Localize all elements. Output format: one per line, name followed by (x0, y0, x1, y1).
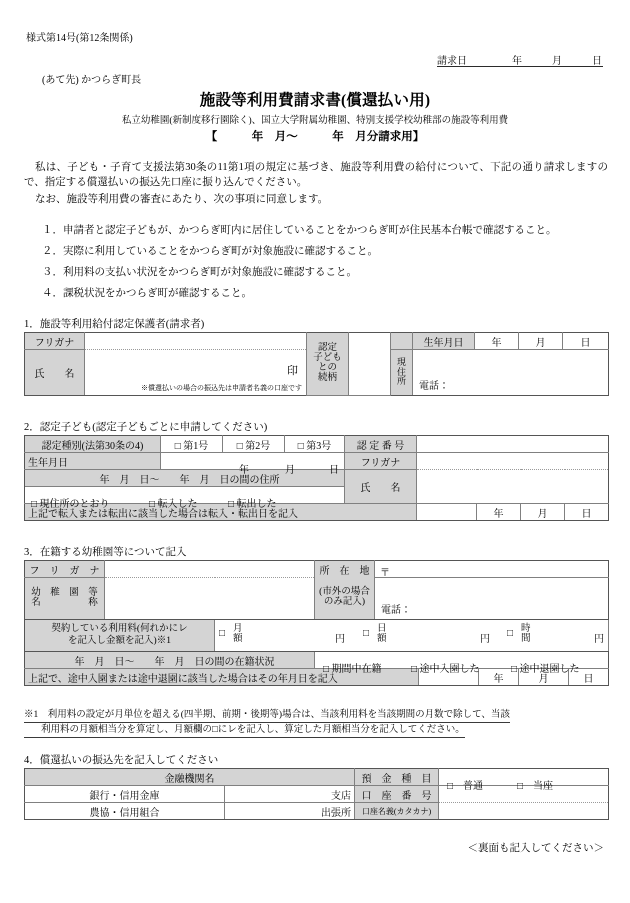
claim-date-label: 請求日 (437, 56, 467, 67)
relation-label-line-2: 子ども (313, 353, 342, 364)
enrollment-period-label-cell: 年 月 日～ 年 月 日の間の在籍状況 (25, 652, 315, 669)
kg-furigana-label-cell: フ リ ガ ナ (25, 561, 105, 578)
fee-hourly-checkbox[interactable]: □ (507, 628, 514, 639)
relation-input-cell[interactable] (349, 333, 391, 396)
child-birth-month: 月 (285, 465, 295, 476)
move-year-cell[interactable]: 年 (477, 504, 521, 521)
address-option-2[interactable]: □ 転入した (149, 499, 198, 510)
cert-type-option-3[interactable]: □ 第3号 (285, 436, 345, 453)
fee-label-cell (25, 620, 215, 652)
address-option-1[interactable]: □ 現住所のとおり (31, 499, 110, 510)
deposit-type-ordinary[interactable]: □ 普通 (447, 781, 484, 792)
deposit-type-current[interactable]: □ 当座 (517, 781, 554, 792)
fee-label-line-2: を記入し金額を記入)※1 (68, 635, 171, 646)
name-label-cell: 氏 名 (25, 350, 85, 396)
cert-number-input-cell[interactable] (417, 436, 609, 453)
current-address-input-cell[interactable] (413, 350, 609, 396)
enrollment-option-1[interactable]: □ 期間中在籍 (323, 664, 382, 675)
kg-phone-label: 電話： (381, 605, 411, 616)
page-title: 施設等利用費請求書(償還払い用) (199, 92, 431, 109)
section-1-heading: 1．施設等利用給付認定保護者(請求者) (24, 319, 205, 330)
section-3-heading: 3．在籍する幼稚園等について記入 (24, 547, 187, 558)
move-spacer-cell (417, 504, 477, 521)
kg-furigana-input-cell[interactable] (105, 561, 315, 578)
fee-monthly-currency: 円 (335, 634, 345, 645)
enrollment-status-cell[interactable] (315, 652, 609, 675)
birth-year-cell[interactable]: 年 (475, 333, 519, 350)
section-2-heading: 2．認定子ども(認定子どもごとに申請してください) (24, 422, 268, 433)
child-name-label-cell: 氏 名 (345, 470, 417, 504)
footnote-line-2: 利用料の月額相当分を算定し、月額欄の□にレを記入し、算定した月額相当分を記入してください。 (24, 723, 465, 738)
fee-label-line-1: 契約している利用料(何れかにレ (51, 623, 188, 634)
bank-row1-name-cell[interactable]: 銀行・信用金庫 (25, 786, 225, 803)
relation-label-line-1: 認定 (317, 343, 337, 354)
furigana-label-cell: フリガナ (25, 333, 85, 350)
fee-monthly-label: 月 額 (233, 624, 243, 644)
move-note-cell: 上記で転入または転出に該当した場合は転入・転出日を記入 (25, 504, 417, 521)
certified-child-table (24, 435, 609, 521)
page-subtitle: 私立幼稚園(新制度移行園除く)、国立大学附属幼稚園、特別支援学校幼稚部の施設等利用費 (121, 116, 509, 126)
enrollment-note-cell: 上記で、途中入園または途中退園に該当した場合はその年月日を記入 (25, 669, 419, 686)
bank-row2-name-cell[interactable]: 農協・信用組合 (25, 803, 225, 820)
relation-label-line-4: 続柄 (317, 372, 337, 383)
enrollment-option-2[interactable]: □ 途中入園した (411, 664, 480, 675)
bank-account-table (24, 768, 609, 820)
footnote-line-1: ※1 利用料の設定が月単位を超える(四半期、前期・後期等)場合は、当該利用料を当該期間の月数で除して、当該 (24, 708, 510, 723)
fee-daily-currency: 円 (480, 634, 490, 645)
address-label-line-1: 現 (396, 357, 406, 368)
bank-name-label-cell: 金融機関名 (25, 769, 355, 786)
kg-name-label-line-2: 名 称 (31, 597, 98, 608)
name-input-cell[interactable] (85, 350, 307, 396)
claim-date-line (437, 50, 603, 67)
location-note-cell (315, 578, 375, 620)
bank-row1-suffix-cell: 支店 (225, 786, 355, 803)
fee-monthly-checkbox[interactable]: □ (219, 628, 226, 639)
applicant-table (24, 332, 609, 396)
section-3-footnote (24, 708, 608, 738)
deposit-type-label-cell: 預 金 種 目 (355, 769, 439, 786)
intro-paragraph-2: なお、施設等利用費の審査にあたり、次の事項に同意します。 (35, 194, 329, 205)
account-holder-input-cell[interactable] (439, 803, 609, 820)
fee-daily-label: 日 額 (377, 624, 387, 644)
kindergarten-table (24, 560, 609, 686)
consent-item-2: ２．実際に利用していることをかつらぎ町が対象施設に確認すること。 (42, 246, 378, 257)
birth-day-cell[interactable]: 日 (563, 333, 609, 350)
child-birth-year: 年 (239, 465, 249, 476)
fee-hourly-label: 時 間 (521, 624, 531, 644)
deposit-type-options-cell[interactable] (439, 769, 609, 792)
furigana-input-cell[interactable] (85, 333, 307, 350)
seal-mark: 印 (287, 365, 298, 377)
phone-label: 電話： (419, 381, 449, 392)
kg-name-label-line-1: 幼 稚 園 等 (31, 587, 98, 598)
section-4-heading: 4．償還払いの振込先を記入してください (24, 755, 219, 766)
cert-type-option-1[interactable]: □ 第1号 (161, 436, 223, 453)
claim-date-month: 月 (552, 56, 562, 67)
fee-daily-checkbox[interactable]: □ (363, 628, 370, 639)
move-day-cell[interactable]: 日 (565, 504, 609, 521)
child-birth-day: 日 (329, 465, 339, 476)
child-birth-input-cell[interactable] (161, 453, 345, 476)
address-label-spacer (391, 333, 413, 350)
child-furigana-label-cell: フリガナ (345, 453, 417, 470)
location-postal-cell[interactable] (375, 561, 609, 578)
location-input-cell[interactable] (375, 578, 609, 620)
intro-paragraph-1: 私は、子ども・子育て支援法第30条の11第1項の規定に基づき、施設等利用費の給付について、下記の通り請求しますので、指定する償還払いの振込先口座に振り込んでください。 (24, 162, 608, 188)
relation-label-cell (307, 333, 349, 396)
address-status-cell[interactable] (25, 487, 345, 510)
claim-date-year: 年 (512, 56, 522, 67)
period-address-label-cell: 年 月 日～ 年 月 日の間の住所 (25, 470, 345, 487)
birth-label-cell: 生年月日 (413, 333, 475, 350)
location-note-line-1: (市外の場合 (319, 587, 370, 598)
enrollment-year-cell[interactable]: 年 (479, 669, 519, 686)
consent-item-3: ３．利用料の支払い状況をかつらぎ町が対象施設に確認すること。 (42, 267, 357, 278)
enrollment-day-cell[interactable]: 日 (569, 669, 609, 686)
enrollment-option-3[interactable]: □ 途中退園した (511, 664, 580, 675)
location-note-line-2: のみ記入) (323, 597, 366, 608)
claim-date-day: 日 (592, 56, 602, 67)
consent-item-1: １．申請者と認定子どもが、かつらぎ町内に居住していることをかつらぎ町が住民基本台帳で確認すること。 (42, 225, 557, 236)
child-name-input-cell[interactable] (417, 470, 609, 504)
kg-name-label-cell (25, 578, 105, 620)
address-label-line-3: 所 (396, 376, 406, 387)
fee-options-cell[interactable] (215, 620, 609, 652)
bank-row2-suffix-cell: 出張所 (225, 803, 355, 820)
cert-type-option-2[interactable]: □ 第2号 (223, 436, 285, 453)
kg-name-input-cell[interactable] (105, 578, 315, 620)
location-label-cell: 所 在 地 (315, 561, 375, 578)
address-option-3[interactable]: □ 転出した (228, 499, 277, 510)
name-note: ※償還払いの場合の振込先は申請者名義の口座です (141, 384, 302, 392)
consent-item-4: ４．課税状況をかつらぎ町が確認すること。 (42, 288, 252, 299)
child-birth-label-cell: 生年月日 (25, 453, 161, 470)
birth-month-cell[interactable]: 月 (519, 333, 563, 350)
address-label-line-2: 住 (396, 366, 406, 377)
form-number: 様式第14号(第12条関係) (26, 33, 133, 44)
fee-hourly-currency: 円 (594, 634, 605, 645)
account-number-label-cell: 口 座 番 号 (355, 786, 439, 803)
cert-number-label-cell: 認 定 番 号 (345, 436, 417, 453)
back-side-note: ＜裏面も記入してください＞ (467, 843, 604, 854)
account-holder-label-cell: 口座名義(カタカナ) (355, 803, 439, 820)
relation-label-line-3: との (317, 363, 337, 373)
child-furigana-input-cell[interactable] (417, 453, 609, 470)
enrollment-month-cell[interactable]: 月 (519, 669, 569, 686)
cert-type-label-cell: 認定種別(法第30条の4) (25, 436, 161, 453)
addressee: (あて先) かつらぎ町長 (42, 75, 142, 86)
claim-period: 【 年 月～ 年 月分請求用】 (205, 131, 425, 143)
postal-mark-icon: 〒 (380, 568, 390, 579)
move-month-cell[interactable]: 月 (521, 504, 565, 521)
current-address-label-cell (391, 350, 413, 396)
